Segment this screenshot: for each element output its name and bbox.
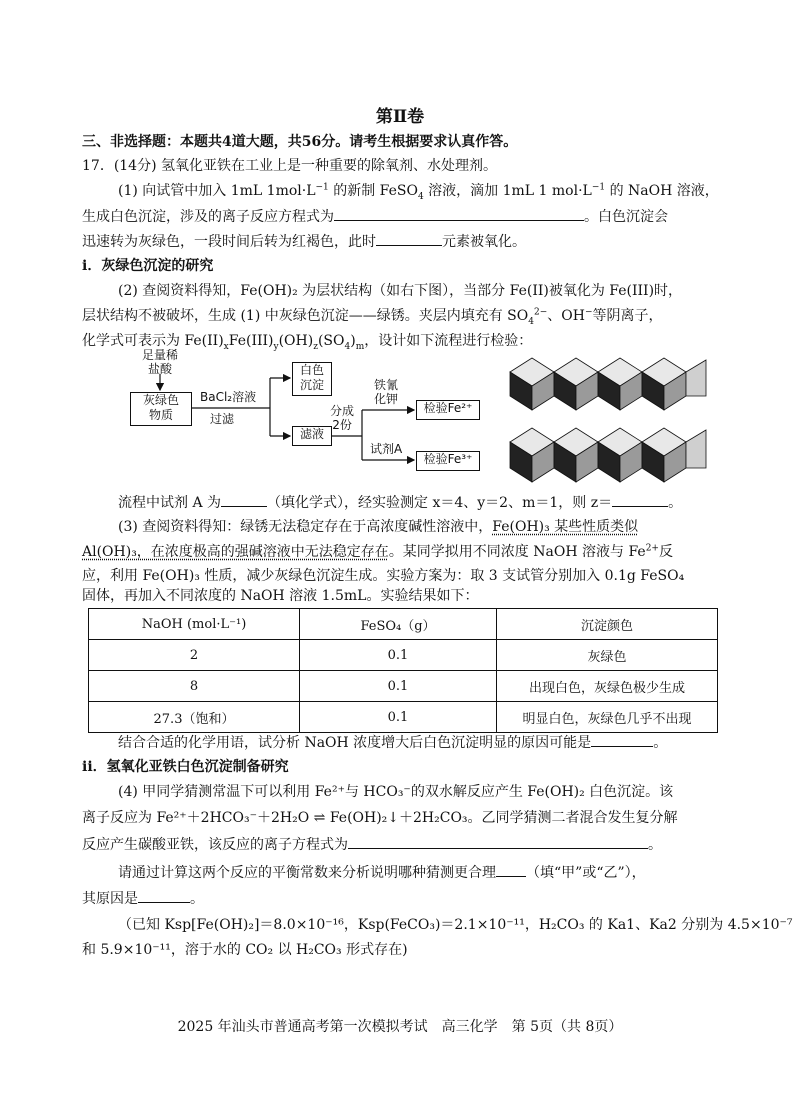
table-row bbox=[89, 640, 718, 671]
table-cell: 灰绿色 bbox=[497, 640, 718, 671]
section-heading: 三、非选择题：本题共4道大题，共56分。请考生根据要求认真作答。 bbox=[82, 134, 518, 150]
reagent-a-label: 试剂A bbox=[370, 442, 403, 456]
answer-blank[interactable] bbox=[612, 492, 668, 507]
q17-p4-line1: (4) 甲同学猜测常温下可以利用 Fe²⁺与 HCO₃⁻的双水解反应产生 Fe(OH)₂ 白色沉淀。该 bbox=[118, 784, 674, 800]
table-cell: 0.1 bbox=[300, 702, 497, 733]
answer-blank[interactable] bbox=[591, 732, 653, 747]
q17-p3-line1: (3) 查阅资料得知：绿锈无法稳定存在于高浓度碱性溶液中，Fe(OH)₃ 某些性质类似 bbox=[118, 519, 639, 535]
table-header-row bbox=[89, 609, 718, 640]
table-cell: 出现白色，灰绿色极少生成 bbox=[497, 671, 718, 702]
ferricyanide-label: 铁氰 化钾 bbox=[374, 378, 399, 406]
test-fe2-box: 检验Fe²⁺ bbox=[416, 400, 480, 420]
reagent-hcl-label: 足量稀 盐酸 bbox=[141, 348, 178, 376]
answer-blank[interactable] bbox=[376, 231, 442, 246]
table-row bbox=[89, 702, 718, 733]
q17-p4-line3: 反应产生碳酸亚铁，该反应的离子方程式为 。 bbox=[82, 834, 662, 855]
layer-bottom bbox=[510, 428, 706, 482]
subheading-ii: ii．氢氧化亚铁白色沉淀制备研究 bbox=[82, 759, 289, 775]
result-table bbox=[88, 608, 718, 733]
q17-header: 17．(14分) 氢氧化亚铁在工业上是一种重要的除氧剂、水处理剂。 bbox=[82, 158, 498, 174]
q17-p4-line5: 其原因是 。 bbox=[82, 888, 204, 909]
filtrate-box: 滤液 bbox=[292, 426, 332, 446]
start-box: 灰绿色 物质 bbox=[130, 392, 192, 426]
q17-p2-line2: 层状结构不被破坏，生成 (1) 中灰绿色沉淀——绿锈。夹层内填充有 $SO_4^{2-}$、OH−等阴离子， bbox=[82, 307, 663, 327]
q17-p3-line4: 固体，再加入不同浓度的 NaOH 溶液 1.5mL。实验结果如下： bbox=[82, 588, 479, 604]
table-cell: 明显白色，灰绿色几乎不出现 bbox=[497, 702, 718, 733]
page-title: 第Ⅱ卷 bbox=[375, 107, 425, 127]
q17-p2-line3: 化学式可表示为 $Fe(II)_xFe(III)_y(OH)_z(SO_4)_m$，设计如下流程进行检验： bbox=[82, 333, 533, 352]
answer-blank[interactable] bbox=[348, 834, 648, 849]
answer-blank[interactable] bbox=[496, 862, 526, 877]
q17-p1-line3: 迅速转为灰绿色，一段时间后转为红褐色，此时 元素被氧化。 bbox=[82, 231, 526, 252]
q17-p1-line2: 生成白色沉淀，涉及的离子反应方程式为 。白色沉淀会 bbox=[82, 206, 668, 227]
q17-p4-line4: 请通过计算这两个反应的平衡常数来分析说明哪种猜测更合理 （填“甲”或“乙”）， bbox=[118, 862, 646, 883]
table-row bbox=[89, 671, 718, 702]
bacl2-label: BaCl₂溶液 bbox=[200, 390, 257, 404]
layered-structure-illustration bbox=[508, 350, 708, 500]
table-cell: 8 bbox=[89, 671, 300, 702]
answer-blank[interactable] bbox=[221, 492, 267, 507]
q17-p3-line2: Al(OH)₃，在浓度极高的强碱溶液中无法稳定存在。某同学拟用不同浓度 NaOH 溶液与 $Fe^{2+}$反 bbox=[82, 543, 673, 560]
subheading-i: i．灰绿色沉淀的研究 bbox=[82, 258, 214, 274]
table-cell: 2 bbox=[89, 640, 300, 671]
q17-p2-line1: (2) 查阅资料得知，Fe(OH)₂ 为层状结构（如右下图），当部分 Fe(II)被氧化为 Fe(III)时， bbox=[118, 283, 683, 299]
test-fe3-box: 检验Fe³⁺ bbox=[416, 451, 480, 471]
q17-p3-line3: 应，利用 Fe(OH)₃ 性质，减少灰绿色沉淀生成。实验方案为：取 3 支试管分别加入 0.1g FeSO₄ bbox=[82, 568, 685, 584]
answer-blank[interactable] bbox=[138, 888, 190, 903]
q17-p4-note-line1: （已知 Ksp[Fe(OH)₂]＝8.0×10⁻¹⁶，Ksp(FeCO₃)＝2.1×10⁻¹¹，H₂CO₃ 的 Ka1、Ka2 分别为 4.5×10⁻⁷ bbox=[118, 917, 793, 933]
q17-p2-flow-question: 流程中试剂 A 为 （填化学式），经实验测定 x＝4、y＝2、m＝1，则 z＝ 。 bbox=[118, 492, 682, 513]
answer-blank[interactable] bbox=[334, 206, 584, 221]
table-cell: 0.1 bbox=[300, 640, 497, 671]
white-precipitate-box: 白色 沉淀 bbox=[292, 362, 332, 396]
split-label: 分成 2份 bbox=[330, 404, 355, 432]
table-cell: 27.3（饱和） bbox=[89, 702, 300, 733]
flow-chart bbox=[130, 348, 500, 483]
q17-p4-note-line2: 和 5.9×10⁻¹¹，溶于水的 CO₂ 以 H₂CO₃ 形式存在) bbox=[82, 942, 408, 958]
table-header: NaOH (mol·L⁻¹) bbox=[89, 609, 300, 640]
table-header: FeSO₄（g） bbox=[300, 609, 497, 640]
page-footer: 2025 年汕头市普通高考第一次模拟考试 高三化学 第 5页（共 8页） bbox=[177, 1019, 623, 1035]
q17-p4-line2: 离子反应为 Fe²⁺＋2HCO₃⁻＋2H₂O ⇌ Fe(OH)₂↓＋2H₂CO₃。乙同学猜测二者混合发生复分解 bbox=[82, 810, 678, 826]
q17-p1-line1: (1) 向试管中加入 1mL $1mol\cdot L^{-1}$ 的新制 FeSO$_4$ 溶液，滴加 1mL 1 $mol\cdot L^{-1}$ 的 NaOH 溶液， bbox=[118, 182, 719, 202]
table-cell: 0.1 bbox=[300, 671, 497, 702]
table-header: 沉淀颜色 bbox=[497, 609, 718, 640]
layer-top bbox=[510, 358, 706, 410]
q17-p3-conclusion: 结合合适的化学用语，试分析 NaOH 浓度增大后白色沉淀明显的原因可能是 。 bbox=[118, 732, 667, 753]
filter-label: 过滤 bbox=[210, 412, 235, 426]
